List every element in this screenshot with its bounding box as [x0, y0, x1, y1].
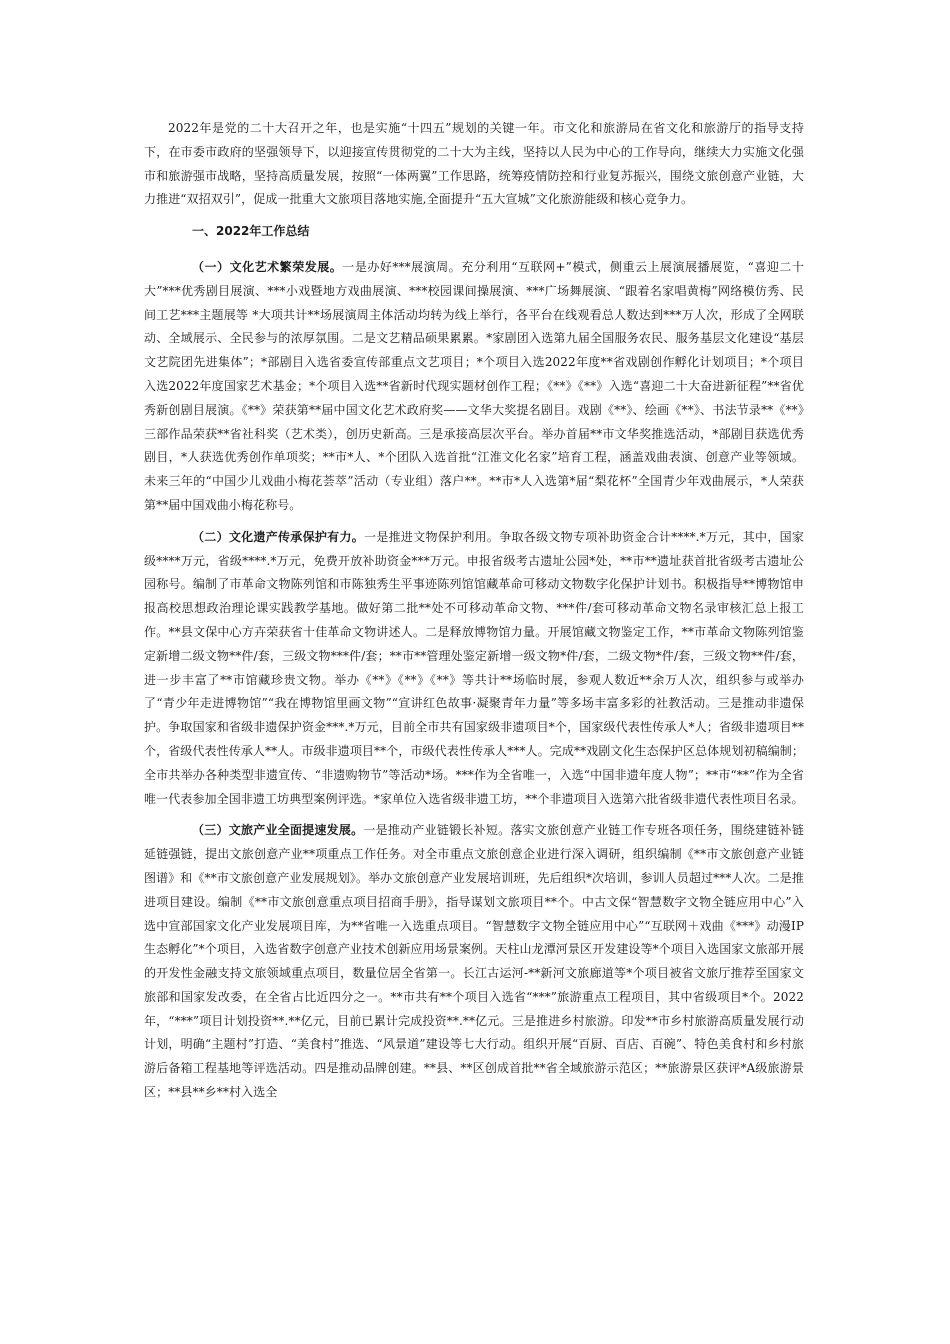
- section-body-heritage: 一是推进文物保护利用。争取各级文物专项补助资金合计****.*万元，其中，国家级****万元，省级****.*万元，免费开放补助资金***万元。申报省级考古遗址公园*处，**市**遗址获首批省级考古遗址公园称号。编制了市革命文物陈列馆和市陈独秀生平事迹陈列馆馆藏革命可移动文物数字化保护计划书。积极指导**博物馆申报高校思想政治理论课实践教学基地。做好第二批**处不可移动革命文物、***件/套可移动革命文物名录审核汇总上报工作。**县文保中心方卉荣获省十佳革命文物讲述人。二是释放博物馆力量。开展馆藏文物鉴定工作，**市革命文物陈列馆鉴定新增二级文物**件/套，三级文物***件/套；**市**管理处鉴定新增一级文物*件/套，二级文物*件/套，三级文物**件/套，进一步丰富了**市馆藏珍贵文物。举办《**》《**》《**》等共计**场临时展，参观人数近**余万人次，组织参与或举办了“青少年走进博物馆”“我在博物馆里画文物”“宣讲红色故事·凝聚青年力量”等多场丰富多彩的社教活动。三是推动非遗保护。争取国家和省级非遗保护资金***.*万元，目前全市共有国家级非遗项目*个，国家级代表性传承人*人；省级非遗项目**个，省级代表性传承人**人。市级非遗项目**个，市级代表性传承人***人。完成**戏剧文化生态保护区总体规划初稿编制；全市共举办各种类型非遗宣传、“非遗购物节”等活动*场。***作为全省唯一，入选“中国非遗年度人物”；**市“**”作为全省唯一代表参加全国非遗工坊典型案例评选。*家单位入选省级非遗工坊，**个非遗项目入选第六批省级非遗代表性项目名录。: [144, 529, 804, 806]
- section-heading: 一、2022年工作总结: [192, 224, 310, 239]
- section-title-heritage: （二）文化遗产传承保护有力。: [192, 529, 365, 544]
- intro-paragraph: 2022年是党的二十大召开之年，也是实施“十四五”规划的关键一年。市文化和旅游局在省文化和旅游厅的指导支持下，在市委市政府的坚强领导下，以迎接宣传贯彻党的二十大为主线，坚持以人民为中心的工作导向，继续大力实施文化强市和旅游强市战略，坚持高质量发展，按照“一体两翼”工作思路，统筹疫情防控和行业复苏振兴，围绕文旅创意产业链，大力推进“双招双引”，促成一批重大文旅项目落地实施,全面提升“五大宣城”文化旅游能级和核心竞争力。: [144, 121, 804, 207]
- section-body-industry: 一是推动产业链锻长补短。落实文旅创意产业链工作专班各项任务，围绕建链补链延链强链，提出文旅创意产业**项重点工作任务。对全市重点文旅创意企业进行深入调研，组织编制《**市文旅创意产业链图谱》和《**市文旅创意产业发展规划》。举办文旅创意产业发展培训班，先后组织*次培训，参训人员超过***人次。二是推进项目建设。编制《**市文旅创意重点项目招商手册》，指导谋划文旅项目**个。中古文保“智慧数字文物全链应用中心”入选中宣部国家文化产业发展项目库，为**省唯一入选重点项目。“智慧数字文物全链应用中心”“互联网＋戏曲《***》动漫IP生态孵化”*个项目，入选省数字创意产业技术创新应用场景案例。天柱山龙潭河景区开发建设等*个项目入选国家文旅部开展的开发性金融支持文旅领域重点项目，数量位居全省第一。长江古运河-**新河文旅廊道等*个项目被省文旅厅推荐至国家文旅部和国家发改委，在全省占比近四分之一。**市共有**个项目入选省“***”旅游重点工程项目，其中省级项目*个。2022年，“***”项目计划投资**.**亿元，目前已累计完成投资**.**亿元。三是推进乡村旅游。印发**市乡村旅游高质量发展行动计划，明确“主题村”打造、“美食村”推选、“风景道”建设等七大行动。组织开展“百厨、百店、百碗”、特色美食村和乡村旅游后备箱工程基地等评选活动。四是推动品牌创建。**县、**区创成首批**省全域旅游示范区；**旅游景区获评*A级旅游景区；**县**乡**村入选全: [144, 823, 804, 1100]
- document-body: [144, 117, 804, 1113]
- section-paragraph-culture-arts: [144, 256, 804, 518]
- section-title-culture-arts: （一）文化艺术繁荣发展。: [192, 259, 343, 274]
- section-paragraph-industry: [144, 819, 804, 1105]
- section-title-industry: （三）文旅产业全面提速发展。: [192, 823, 364, 838]
- section-paragraph-heritage: [144, 526, 804, 812]
- section-body-culture-arts: 一是办好***展演周。充分利用“互联网+”模式，侧重云上展演展播展览，“喜迎二十大”***优秀剧目展演、***小戏暨地方戏曲展演、***校园课间操展演、***广场舞展演、“跟着名家唱黄梅”网络模仿秀、民间工艺***主题展等 *大项共计**场展演周主体活动均转为线上举行，各平台在线观看总人数达到***万人次，形成了全网联动、全域展示、全民参与的浓厚氛围。二是文艺精品硕果累累。*家剧团入选第九届全国服务农民、服务基层文化建设“基层文艺院团先进集体”；*部剧目入选省委宣传部重点文艺项目；*个项目入选2022年度**省戏剧创作孵化计划项目；*个项目入选2022年度国家艺术基金；*个项目入选**省新时代现实题材创作工程；《**》《**》入选“喜迎二十大奋进新征程”**省优秀新创剧目展演。《**》荣获第**届中国文化艺术政府奖——文华大奖提名剧目。戏剧《**》、绘画《**》、书法节录**《**》三部作品荣获**省社科奖（艺术类），创历史新高。三是承接高层次平台。举办首届**市文华奖推选活动，*部剧目获选优秀剧目，*人获选优秀创作单项奖；**市*人、*个团队入选首批“江淮文化名家”培育工程，涵盖戏曲表演、创意产业等领域。未来三年的“中国少儿戏曲小梅花荟萃”活动（专业组）落户**。**市*人入选第*届“梨花杯”全国青少年戏曲展示，*人荣获第**届中国戏曲小梅花称号。: [144, 259, 805, 512]
